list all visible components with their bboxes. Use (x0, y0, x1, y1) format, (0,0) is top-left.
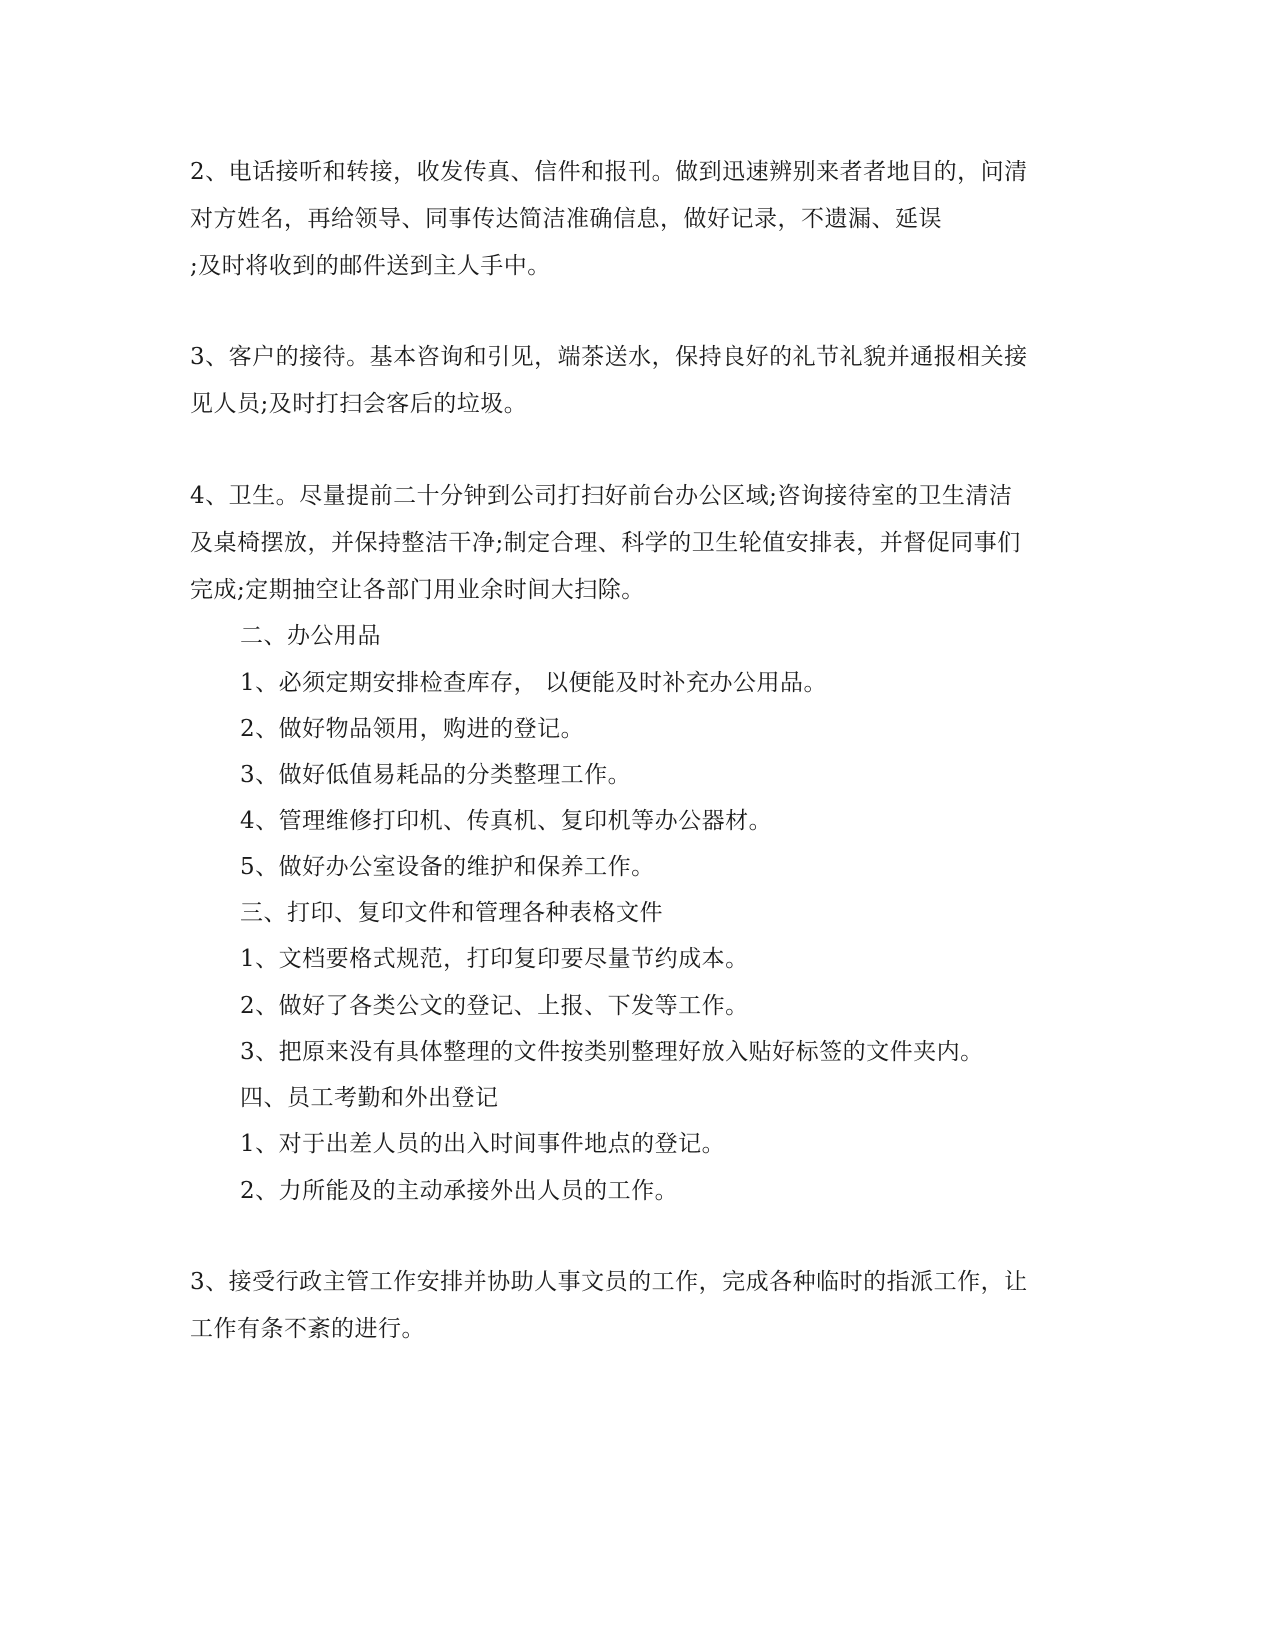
list-item: 5、做好办公室设备的维护和保养工作。 (240, 854, 655, 880)
paragraph-hygiene-line-2: 及桌椅摆放，并保持整洁干净;制定合理、科学的卫生轮值安排表，并督促同事们 (190, 530, 1021, 556)
list-item: 4、管理维修打印机、传真机、复印机等办公器材。 (240, 808, 773, 834)
section-heading-office-supplies: 二、办公用品 (240, 623, 381, 649)
paragraph-hygiene-line-3: 完成;定期抽空让各部门用业余时间大扫除。 (190, 577, 645, 603)
list-item: 1、文档要格式规范，打印复印要尽量节约成本。 (240, 946, 749, 972)
paragraph-phone-line-2: 对方姓名，再给领导、同事传达简洁准确信息，做好记录，不遗漏、延误 (190, 206, 942, 232)
paragraph-admin-line-1: 3、接受行政主管工作安排并协助人事文员的工作，完成各种临时的指派工作，让 (190, 1269, 1028, 1295)
section-heading-printing: 三、打印、复印文件和管理各种表格文件 (240, 900, 663, 926)
paragraph-phone-line-1: 2、电话接听和转接，收发传真、信件和报刊。做到迅速辨别来者者地目的，问清 (190, 159, 1028, 185)
paragraph-reception-line-1: 3、客户的接待。基本咨询和引见，端茶送水，保持良好的礼节礼貌并通报相关接 (190, 344, 1028, 370)
list-item: 1、必须定期安排检查库存， 以便能及时补充办公用品。 (240, 670, 827, 696)
paragraph-hygiene-line-1: 4、卫生。尽量提前二十分钟到公司打扫好前台办公区域;咨询接待室的卫生清洁 (190, 483, 1013, 509)
section-heading-attendance: 四、员工考勤和外出登记 (240, 1085, 499, 1111)
list-item: 2、做好了各类公文的登记、上报、下发等工作。 (240, 993, 749, 1019)
paragraph-phone-line-3: ;及时将收到的邮件送到主人手中。 (190, 253, 551, 279)
paragraph-admin-line-2: 工作有条不紊的进行。 (190, 1316, 425, 1342)
list-item: 3、做好低值易耗品的分类整理工作。 (240, 762, 632, 788)
list-item: 1、对于出差人员的出入时间事件地点的登记。 (240, 1131, 726, 1157)
list-item: 3、把原来没有具体整理的文件按类别整理好放入贴好标签的文件夹内。 (240, 1039, 984, 1065)
paragraph-reception-line-2: 见人员;及时打扫会客后的垃圾。 (190, 391, 528, 417)
list-item: 2、力所能及的主动承接外出人员的工作。 (240, 1178, 679, 1204)
list-item: 2、做好物品领用，购进的登记。 (240, 716, 585, 742)
